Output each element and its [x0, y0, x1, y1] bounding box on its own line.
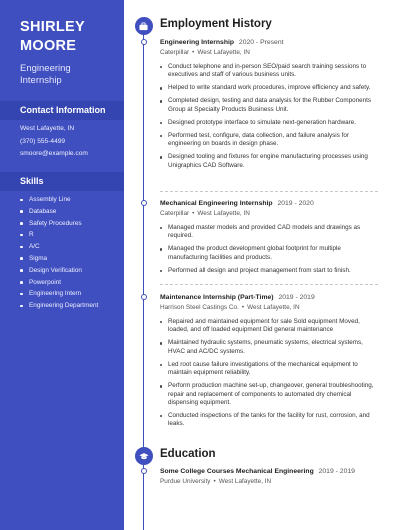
bullet-item: Performed all design and project management from start to finish. [160, 267, 378, 275]
job-title [20, 63, 120, 87]
bullet-item: Performed test, configure, data collection, and failure analysis for engineering on boards in design phase. [160, 132, 378, 149]
job-title-line-1: Engineering [20, 63, 71, 74]
employment-heading: Employment History [160, 18, 272, 30]
timeline-dot [141, 468, 147, 474]
skill-item: Assembly Line [20, 194, 122, 206]
first-name: SHIRLEY [20, 19, 85, 35]
graduation-cap-icon [135, 447, 153, 465]
skill-item: Database [20, 206, 122, 218]
job-entry [160, 199, 378, 280]
skill-item: Sigma [20, 253, 122, 265]
job-role: Engineering Internship [160, 39, 235, 46]
skills-heading: Skills [0, 172, 124, 191]
contact-email: smoore@example.com [20, 150, 88, 157]
bullet-item: Managed the product development global footprint for multiple manufacturing facilities and products. [160, 245, 378, 262]
skill-item: A/C [20, 241, 122, 253]
timeline-dot [141, 39, 147, 45]
education-school: Purdue University [160, 478, 211, 485]
contact-phone: (370) 555-4499 [20, 137, 66, 145]
bullet-item: Designed prototype interface to simulate next-generation hardware. [160, 119, 378, 127]
skills-list [20, 194, 122, 312]
skill-item: Engineering Intern [20, 288, 122, 300]
bullet-item: Helped to write standard work procedures, improve efficiency and safety. [160, 84, 378, 92]
skill-item: Design Verification [20, 265, 122, 277]
bullet-item: Conduct telephone and in-person SEO/paid search training sessions to executives and staff of various business units. [160, 63, 378, 80]
timeline-dot [141, 294, 147, 300]
job-entry [160, 293, 378, 433]
briefcase-icon [135, 17, 153, 35]
skill-item: Engineering Department [20, 300, 122, 312]
bullet-item: Designed tooling and fixtures for engine manufacturing processes using Unigraphics CAD Software. [160, 153, 378, 170]
job-role: Maintenance Internship (Part-Time) [160, 294, 274, 301]
bullet-item: Maintained hydraulic systems, pneumatic systems, electrical systems, HVAC and AC/DC systems. [160, 339, 378, 356]
separator: • [192, 210, 195, 217]
job-company: Harrison Steel Castings Co. [160, 304, 239, 311]
education-entry [160, 467, 378, 486]
education-location: West Lafayette, IN [218, 478, 272, 485]
divider [160, 191, 378, 192]
separator: • [192, 49, 195, 56]
job-role: Mechanical Engineering Internship [160, 200, 273, 207]
job-location: West Lafayette, IN [197, 49, 250, 56]
education-dates: 2019 - 2019 [318, 468, 355, 475]
timeline-dot [141, 200, 147, 206]
job-company: Caterpillar [160, 210, 190, 217]
contact-location: West Lafayette, IN [20, 125, 75, 132]
skill-item: Safety Procedures [20, 218, 122, 230]
job-entry [160, 38, 378, 175]
job-title-line-2: Internship [20, 75, 62, 86]
job-bullets [160, 318, 378, 429]
bullet-item: Led root cause failure investigations of the mechanical equipment to maintain equipment reliability. [160, 361, 378, 378]
job-bullets [160, 63, 378, 170]
bullet-item: Perform production machine set-up, changeover, general troubleshooting, repair and replacement of components to automated dry chemical dispensing equipment. [160, 382, 378, 407]
job-bullets [160, 224, 378, 275]
job-location: West Lafayette, IN [197, 210, 250, 217]
last-name: MOORE [20, 38, 77, 54]
job-dates: 2019 - 2020 [277, 200, 314, 207]
education-heading: Education [160, 448, 216, 460]
job-company: Caterpillar [160, 49, 190, 56]
job-dates: 2020 - Present [238, 39, 284, 46]
bullet-item: Completed design, testing and data analysis for the Rubber Components Group at Specialty Products Business Unit. [160, 97, 378, 114]
separator: • [241, 304, 245, 311]
job-dates: 2019 - 2019 [278, 294, 315, 301]
bullet-item: Managed master models and provided CAD models and drawings as required. [160, 224, 378, 241]
separator: • [213, 478, 216, 485]
contact-info [20, 123, 122, 161]
sidebar [0, 0, 124, 530]
contact-heading: Contact Information [0, 101, 124, 120]
skill-item: R [20, 229, 122, 241]
education-degree: Some College Courses Mechanical Engineering [160, 468, 314, 475]
job-location: West Lafayette, IN [247, 304, 300, 311]
skill-item: Powerpoint [20, 277, 122, 289]
candidate-name [20, 18, 120, 56]
bullet-item: Repaired and maintained equipment for sale Sold equipment Moved, loaded, and off loaded equipment Did general maintenance [160, 318, 378, 335]
divider [160, 284, 378, 285]
bullet-item: Conducted inspections of the tanks for the facility for rust, corrosion, and leaks. [160, 412, 378, 429]
